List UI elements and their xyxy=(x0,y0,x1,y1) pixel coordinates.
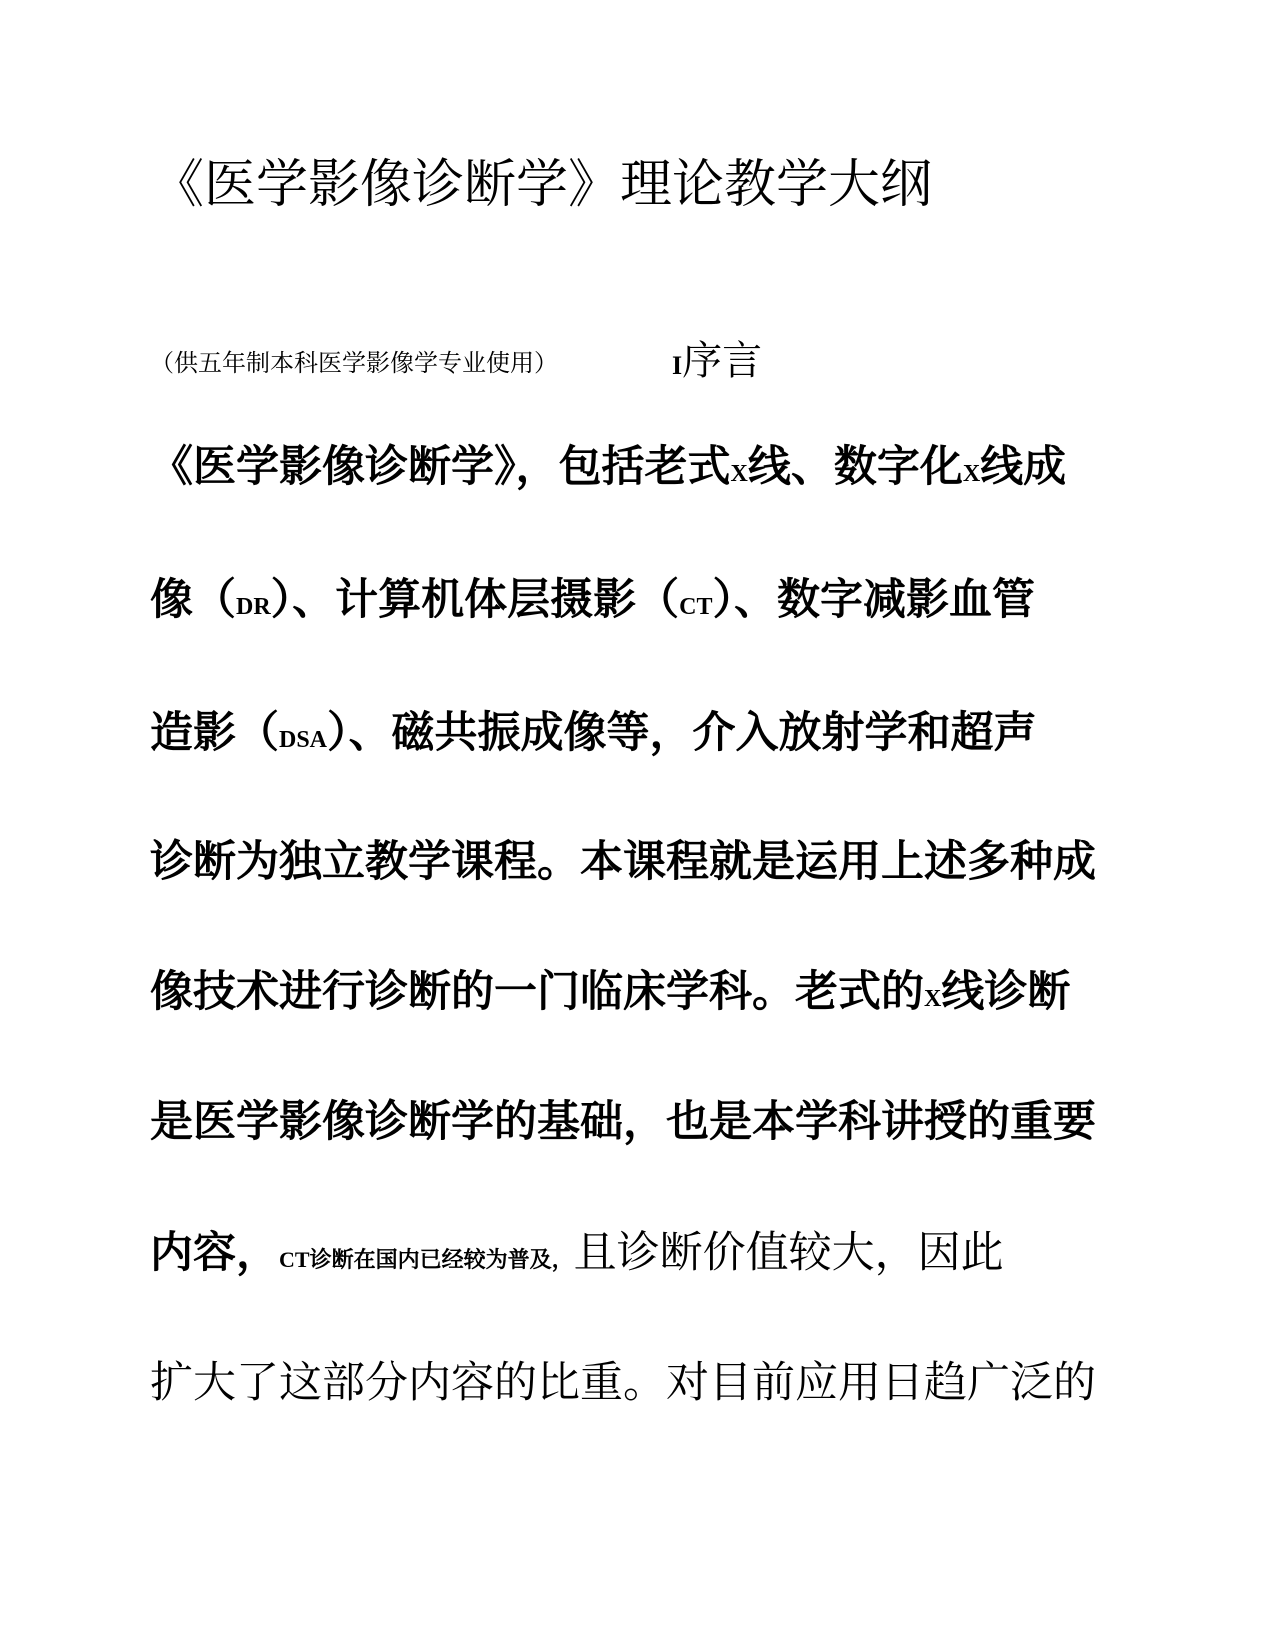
body-text: 扩大了这部分内容的比重。对目前应用日趋广泛的 xyxy=(150,1358,1096,1408)
document-subtitle: （供五年制本科医学影像学专业使用） xyxy=(150,349,558,377)
body-text: 线、数字化 xyxy=(747,442,963,492)
body-latin-term: DSA xyxy=(279,727,328,753)
body-latin-term: X xyxy=(924,986,942,1012)
body-latin-term: X xyxy=(730,461,748,487)
body-line-7 xyxy=(150,1228,1004,1285)
body-line-2 xyxy=(150,575,1035,632)
body-line-1 xyxy=(150,442,1066,499)
body-text: ）、数字减影血管 xyxy=(712,575,1036,625)
body-text: 《医学影像诊断学》，包括老式 xyxy=(150,442,731,492)
body-text: 线诊断 xyxy=(941,967,1071,1017)
section-number: I xyxy=(672,351,683,380)
body-text: 造影（ xyxy=(150,708,279,758)
section-heading-text: 序言 xyxy=(682,338,763,384)
body-text: 是医学影像诊断学的基础，也是本学科讲授的重要 xyxy=(150,1097,1096,1147)
body-line-8 xyxy=(150,1358,1096,1408)
body-small-text xyxy=(279,1247,574,1273)
body-text: 且诊断价值较大，因此 xyxy=(573,1228,1004,1278)
body-text: 线成 xyxy=(980,442,1067,492)
body-text: ）、计算机体层摄影（ xyxy=(270,575,680,625)
body-line-3 xyxy=(150,708,1037,765)
body-small-text-content: 诊断在国内已经较为普及， xyxy=(309,1247,574,1273)
body-line-4 xyxy=(150,837,1096,887)
body-latin-term: DR xyxy=(236,594,271,620)
body-line-6 xyxy=(150,1097,1096,1147)
body-text: ）、磁共振成像等，介入放射学和超声 xyxy=(327,708,1037,758)
document-title: 《医学影像诊断学》理论教学大纲 xyxy=(152,155,933,215)
body-line-5 xyxy=(150,967,1070,1024)
body-latin-term: CT xyxy=(279,1247,310,1272)
section-heading xyxy=(672,338,762,389)
body-latin-term: X xyxy=(962,461,981,487)
body-text: 内容， xyxy=(150,1228,279,1278)
body-latin-term: CT xyxy=(679,594,713,620)
body-text: 像技术进行诊断的一门临床学科。老式的 xyxy=(150,967,924,1017)
body-text: 像（ xyxy=(150,575,236,625)
body-text: 诊断为独立教学课程。本课程就是运用上述多种成 xyxy=(150,837,1096,887)
